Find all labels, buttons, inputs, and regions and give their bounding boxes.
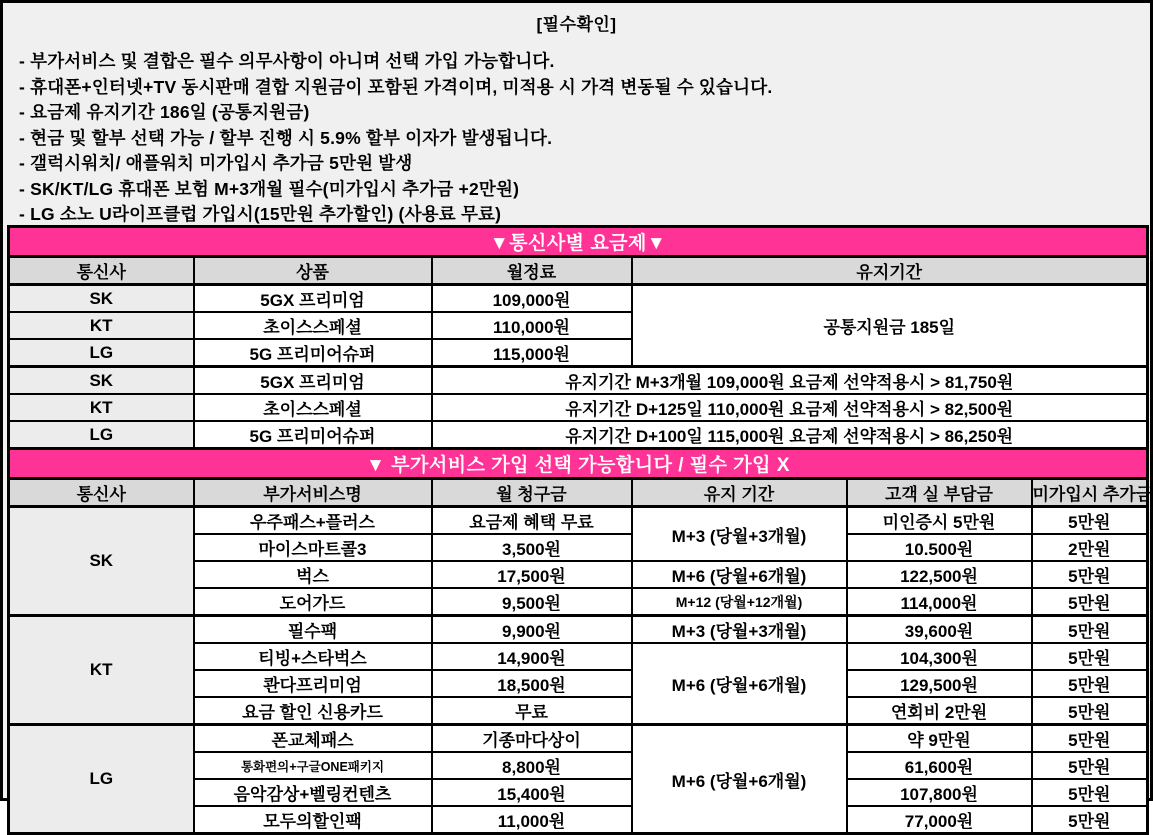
charge-cell: 18,500원 (432, 670, 632, 697)
cost-cell: 77,000원 (847, 806, 1032, 834)
period-cell: M+3 (당월+3개월) (632, 616, 847, 644)
notice-line: - 요금제 유지기간 186일 (공통지원금) (19, 102, 310, 122)
charge-cell: 무료 (432, 697, 632, 725)
period-cell: M+3 (당월+3개월) (632, 507, 847, 562)
plans-row (9, 285, 1148, 313)
penalty-cell: 5만원 (1032, 806, 1148, 834)
penalty-cell: 5만원 (1032, 752, 1148, 779)
period-cell: M+12 (당월+12개월) (632, 588, 847, 616)
plan-detail-cell: 유지기간 M+3개월 109,000원 요금제 선약적용시 > 81,750원 (432, 367, 1148, 395)
addon-name-cell: 모두의할인팩 (194, 806, 432, 834)
plans-row (9, 421, 1148, 449)
page-title: [필수확인] (536, 15, 617, 34)
notice-line: - 갤럭시워치/ 애플워치 미가입시 추가금 5만원 발생 (19, 153, 413, 173)
period-cell: M+6 (당월+6개월) (632, 561, 847, 588)
cost-cell: 114,000원 (847, 588, 1032, 616)
product-cell: 5G 프리미어슈퍼 (194, 339, 432, 367)
period-cell: M+6 (당월+6개월) (632, 725, 847, 834)
plans-row (9, 394, 1148, 421)
addon-name-cell: 요금 할인 신용카드 (194, 697, 432, 725)
notice-line: - LG 소노 U라이프클럽 가입시(15만원 추가할인) (사용료 무료) (19, 204, 502, 224)
charge-cell: 15,400원 (432, 779, 632, 806)
period-cell: M+6 (당월+6개월) (632, 643, 847, 725)
addons-header-carrier: 통신사 (9, 479, 194, 507)
notice-line: - 휴대폰+인터넷+TV 동시판매 결합 지원금이 포함된 가격이며, 미적용 시 가격 변동될 수 있습니다. (19, 76, 773, 97)
addon-name-cell: 콴다프리미엄 (194, 670, 432, 697)
fee-cell: 109,000원 (432, 285, 632, 313)
penalty-cell: 5만원 (1032, 616, 1148, 644)
product-cell: 5GX 프리미엄 (194, 285, 432, 313)
addons-header-period: 유지 기간 (632, 479, 847, 507)
cost-cell: 122,500원 (847, 561, 1032, 588)
retention-merged-cell: 공통지원금 185일 (632, 285, 1148, 367)
addon-name-cell: 도어가드 (194, 588, 432, 616)
addon-row (9, 725, 1148, 753)
cost-cell: 10.500원 (847, 534, 1032, 561)
carrier-cell: LG (9, 339, 194, 367)
penalty-cell: 5만원 (1032, 507, 1148, 535)
plans-header-product: 상품 (194, 257, 432, 285)
carrier-cell: KT (9, 312, 194, 339)
penalty-cell: 5만원 (1032, 588, 1148, 616)
cost-cell: 미인증시 5만원 (847, 507, 1032, 535)
plans-row (9, 367, 1148, 395)
plan-detail-cell: 유지기간 D+125일 110,000원 요금제 선약적용시 > 82,500원 (432, 394, 1148, 421)
penalty-cell: 5만원 (1032, 561, 1148, 588)
fee-cell: 115,000원 (432, 339, 632, 367)
addon-name-cell: 통화편의+구글ONE패키지 (194, 752, 432, 779)
charge-cell: 9,500원 (432, 588, 632, 616)
penalty-cell: 2만원 (1032, 534, 1148, 561)
notice-line: - 부가서비스 및 결합은 필수 의무사항이 아니며 선택 가입 가능합니다. (19, 51, 555, 71)
cost-cell: 104,300원 (847, 643, 1032, 670)
cost-cell: 129,500원 (847, 670, 1032, 697)
penalty-cell: 5만원 (1032, 643, 1148, 670)
cost-cell: 39,600원 (847, 616, 1032, 644)
addon-name-cell: 우주패스+플러스 (194, 507, 432, 535)
cost-cell: 연회비 2만원 (847, 697, 1032, 725)
charge-cell: 11,000원 (432, 806, 632, 834)
carrier-cell: SK (9, 507, 194, 616)
plans-header-carrier: 통신사 (9, 257, 194, 285)
addon-name-cell: 벅스 (194, 561, 432, 588)
addon-name-cell: 필수팩 (194, 616, 432, 644)
plans-header-fee: 월정료 (432, 257, 632, 285)
cost-cell: 107,800원 (847, 779, 1032, 806)
notice-section (3, 3, 1150, 225)
carrier-cell: SK (9, 285, 194, 313)
penalty-cell: 5만원 (1032, 725, 1148, 753)
addon-row (9, 616, 1148, 644)
addons-header-cost: 고객 실 부담금 (847, 479, 1032, 507)
addon-name-cell: 마이스마트콜3 (194, 534, 432, 561)
cost-cell: 약 9만원 (847, 725, 1032, 753)
addon-row (9, 507, 1148, 535)
plans-header-retention: 유지기간 (632, 257, 1148, 285)
addons-table (7, 447, 1153, 835)
charge-cell: 14,900원 (432, 643, 632, 670)
addons-banner: ▼ 부가서비스 가입 선택 가능합니다 / 필수 가입 X (9, 449, 1148, 479)
notice-line: - 현금 및 할부 선택 가능 / 할부 진행 시 5.9% 할부 이자가 발생됩니다. (19, 127, 553, 148)
penalty-cell: 5만원 (1032, 779, 1148, 806)
carrier-cell: SK (9, 367, 194, 395)
penalty-cell: 5만원 (1032, 697, 1148, 725)
carrier-cell: LG (9, 421, 194, 449)
fee-cell: 110,000원 (432, 312, 632, 339)
addons-header-penalty: 미가입시 추가금 (1032, 479, 1148, 507)
addons-header-name: 부가서비스명 (194, 479, 432, 507)
plan-detail-cell: 유지기간 D+100일 115,000원 요금제 선약적용시 > 86,250원 (432, 421, 1148, 449)
product-cell: 5G 프리미어슈퍼 (194, 421, 432, 449)
carrier-cell: LG (9, 725, 194, 834)
carrier-cell: KT (9, 394, 194, 421)
charge-cell: 17,500원 (432, 561, 632, 588)
plans-table (7, 225, 1149, 450)
addons-header-charge: 월 청구금 (432, 479, 632, 507)
carrier-cell: KT (9, 616, 194, 725)
charge-cell: 기종마다상이 (432, 725, 632, 753)
penalty-cell: 5만원 (1032, 670, 1148, 697)
notice-list (3, 35, 1150, 228)
charge-cell: 8,800원 (432, 752, 632, 779)
addon-name-cell: 폰교체패스 (194, 725, 432, 753)
addon-name-cell: 음악감상+벨링컨텐츠 (194, 779, 432, 806)
charge-cell: 9,900원 (432, 616, 632, 644)
cost-cell: 61,600원 (847, 752, 1032, 779)
notice-line: - SK/KT/LG 휴대폰 보험 M+3개월 필수(미가입시 추가금 +2만원) (19, 178, 520, 199)
product-cell: 초이스스페셜 (194, 394, 432, 421)
plans-banner: ▼통신사별 요금제▼ (9, 227, 1148, 257)
product-cell: 초이스스페셜 (194, 312, 432, 339)
charge-cell: 3,500원 (432, 534, 632, 561)
product-cell: 5GX 프리미엄 (194, 367, 432, 395)
addon-name-cell: 티빙+스타벅스 (194, 643, 432, 670)
charge-cell: 요금제 혜택 무료 (432, 507, 632, 535)
